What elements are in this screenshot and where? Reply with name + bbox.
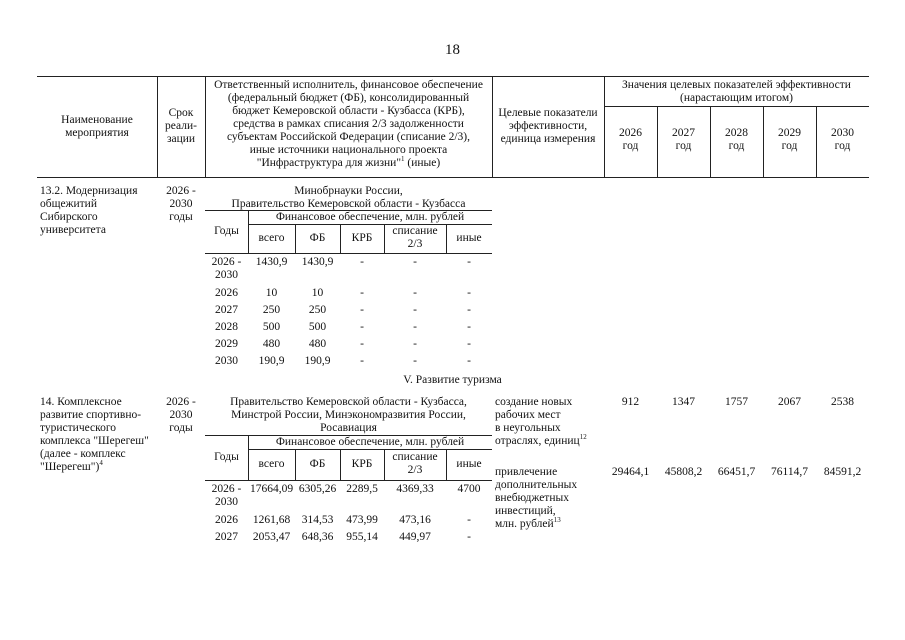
fin-col-krb: КРБ xyxy=(351,458,373,470)
indicator-value: 45808,2 xyxy=(664,466,703,478)
table-rule xyxy=(205,480,492,481)
fin-col-other: иные xyxy=(456,458,482,470)
fin-col-fb: ФБ xyxy=(309,458,326,470)
fin-col-total: всего xyxy=(258,458,285,470)
table-rule xyxy=(205,253,492,254)
indicator-value: 66451,7 xyxy=(717,466,756,478)
table-rule xyxy=(248,224,492,225)
fin-col-other: иные xyxy=(456,232,482,244)
fin-col-spis: списание xyxy=(392,225,438,237)
values-subheader-rule xyxy=(604,106,869,107)
indicator-value: 29464,1 xyxy=(611,466,650,478)
indicator-value: 1757 xyxy=(725,396,748,408)
indicator-value: 76114,7 xyxy=(771,466,808,478)
indicator-value: 84591,2 xyxy=(823,466,862,478)
section-title: V. Развитие туризма xyxy=(403,374,502,386)
page-number: 18 xyxy=(445,42,460,58)
fin-col-years: Годы xyxy=(214,451,239,463)
fin-title: Финансовое обеспечение, млн. рублей xyxy=(275,436,465,448)
indicator-value: 2538 xyxy=(831,396,854,408)
fin-col-years: Годы xyxy=(214,225,239,237)
indicator-value: 2067 xyxy=(778,396,801,408)
fin-col-total: всего xyxy=(258,232,285,244)
indicator-value: 912 xyxy=(621,396,640,408)
fin-col-krb: КРБ xyxy=(351,232,373,244)
fin-col-fb: ФБ xyxy=(309,232,326,244)
header-bottom-rule xyxy=(37,177,869,178)
indicator-value: 1347 xyxy=(672,396,695,408)
table-rule xyxy=(248,449,492,450)
fin-title: Финансовое обеспечение, млн. рублей xyxy=(275,211,465,223)
fin-col-spis: списание xyxy=(392,451,438,463)
header-top-rule xyxy=(37,76,869,77)
